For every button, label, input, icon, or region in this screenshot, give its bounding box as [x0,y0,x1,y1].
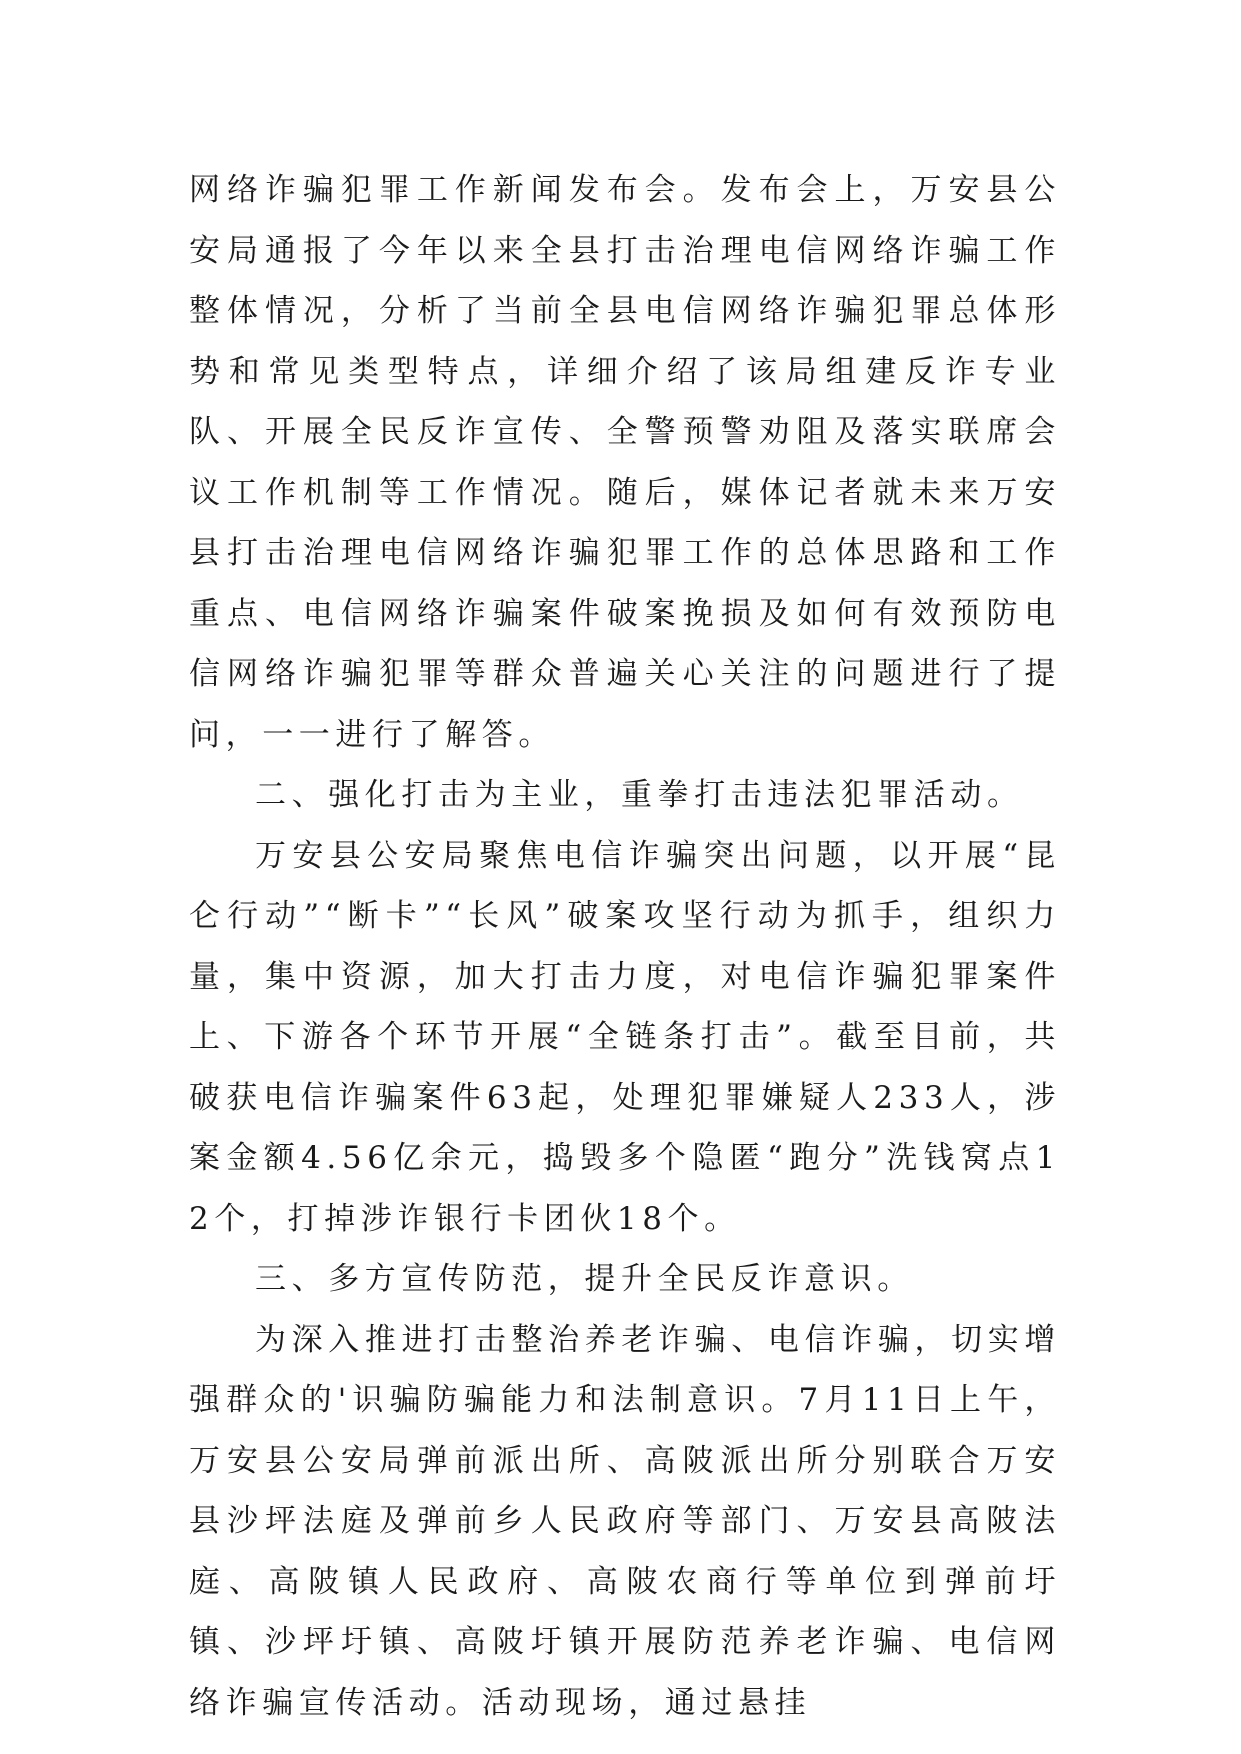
body-paragraph-crackdown: 万安县公安局聚焦电信诈骗突出问题，以开展“昆仑行动”“断卡”“长风”破案攻坚行动为抓手，组织力量，集中资源，加大打击力度，对电信诈骗犯罪案件上、下游各个环节开展“全链条打击”。截至目前，共破获电信诈骗案件63起，处理犯罪嫌疑人233人，涉案金额4.56亿余元，捣毁多个隐匿“跑分”洗钱窝点12个，打掉涉诈银行卡团伙18个。 [189,837,1061,1237]
body-paragraph-publicity: 为深入推进打击整治养老诈骗、电信诈骗，切实增强群众的'识骗防骗能力和法制意识。7月11日上午，万安县公安局弹前派出所、高陂派出所分别联合万安县沙坪法庭及弹前乡人民政府等部门、万安县高陂法庭、高陂镇人民政府、高陂农商行等单位到弹前圩镇、沙坪圩镇、高陂圩镇开展防范养老诈骗、电信网络诈骗宣传活动。活动现场，通过悬挂 [189,1321,1061,1721]
body-paragraph-continuation: 网络诈骗犯罪工作新闻发布会。发布会上，万安县公安局通报了今年以来全县打击治理电信网络诈骗工作整体情况，分析了当前全县电信网络诈骗犯罪总体形势和常见类型特点，详细介绍了该局组建反诈专业队、开展全民反诈宣传、全警预警劝阻及落实联席会议工作机制等工作情况。随后，媒体记者就未来万安县打击治理电信网络诈骗犯罪工作的总体思路和工作重点、电信网络诈骗案件破案挽损及如何有效预防电信网络诈骗犯罪等群众普遍关心关注的问题进行了提问，一一进行了解答。 [189,172,1061,753]
document-body [189,160,1061,1733]
section-heading-2: 二、强化打击为主业，重拳打击违法犯罪活动。 [255,777,1024,813]
section-heading-3: 三、多方宣传防范，提升全民反诈意识。 [255,1261,914,1297]
